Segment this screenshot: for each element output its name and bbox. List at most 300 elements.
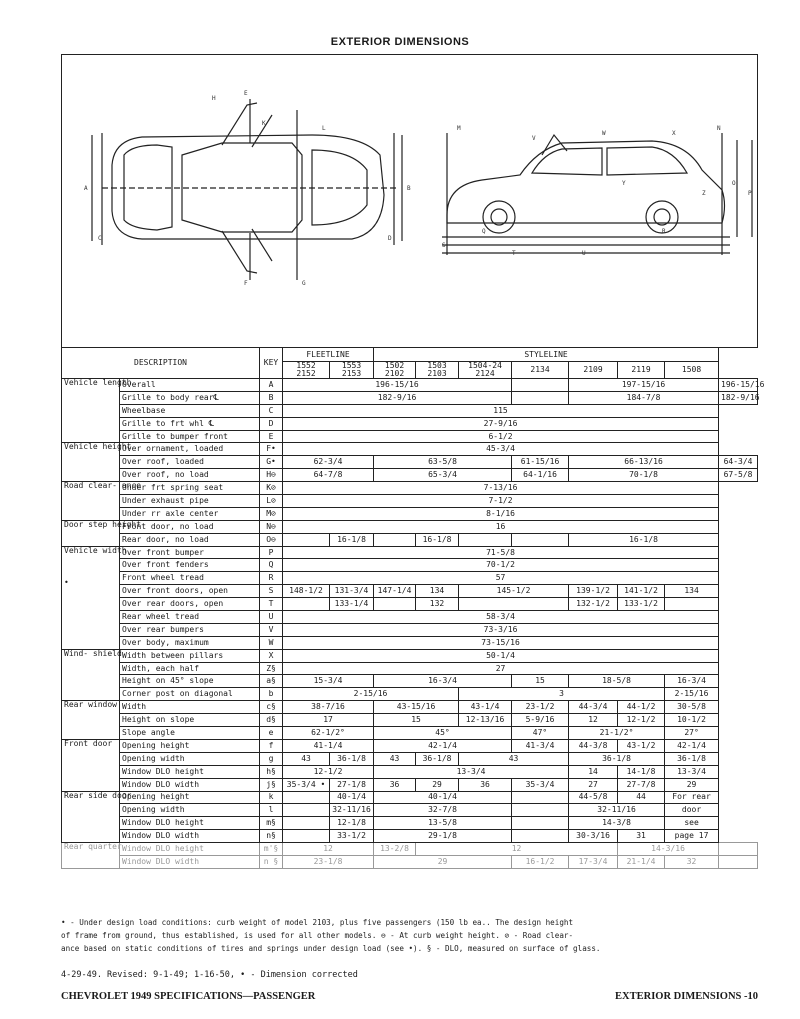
- row-key: g: [260, 752, 283, 765]
- cell-value: [283, 533, 330, 546]
- row-desc: Front door, no load: [120, 520, 260, 533]
- cell-value: 2-15/16: [665, 688, 719, 701]
- row-key: O⊖: [260, 533, 283, 546]
- row-desc: Window DLO height: [120, 817, 260, 830]
- dimension-letter: S: [442, 242, 446, 249]
- group-label: Vehicle height: [62, 443, 120, 482]
- top-view-drawing: [92, 99, 402, 280]
- cell-value: 45-3/4: [283, 443, 719, 456]
- row-key: B: [260, 391, 283, 404]
- row-desc: Over roof, loaded: [120, 456, 260, 469]
- row-key: R: [260, 572, 283, 585]
- cell-value: 134: [416, 585, 459, 598]
- group-label: Wind- shield: [62, 649, 120, 701]
- table-row: [62, 430, 758, 443]
- row-key: m'§: [260, 843, 283, 856]
- cell-value: 139-1/2: [569, 585, 618, 598]
- cell-value: 15: [512, 675, 569, 688]
- dimension-letter: N: [717, 125, 721, 132]
- row-desc: Window DLO width: [120, 778, 260, 791]
- row-key: V: [260, 623, 283, 636]
- cell-value: 23-1/8: [283, 855, 374, 868]
- row-desc: Opening height: [120, 791, 260, 804]
- row-desc: Under rr axle center: [120, 507, 260, 520]
- row-key: Q: [260, 559, 283, 572]
- table-row: [62, 391, 758, 404]
- row-key: D: [260, 417, 283, 430]
- table-row: [62, 804, 758, 817]
- cell-value: For rear: [665, 791, 719, 804]
- cell-value: 115: [283, 404, 719, 417]
- cell-value: 36: [459, 778, 512, 791]
- cell-value: [283, 830, 330, 843]
- cell-value: 13-5/8: [374, 817, 512, 830]
- row-key: k: [260, 791, 283, 804]
- cell-value: see: [665, 817, 719, 830]
- table-row: [62, 546, 758, 559]
- cell-value: 35-3/4: [512, 778, 569, 791]
- table-row: [62, 727, 758, 740]
- cell-value: 42-1/4: [374, 739, 512, 752]
- cell-value: 12: [569, 714, 618, 727]
- cell-value: [512, 830, 569, 843]
- cell-value: 196-15/16: [719, 379, 758, 392]
- cell-value: 27: [283, 662, 719, 675]
- row-key: H⊖: [260, 469, 283, 482]
- row-key: n §: [260, 855, 283, 868]
- row-key: c§: [260, 701, 283, 714]
- table-row: [62, 739, 758, 752]
- dimension-letter: L: [322, 125, 326, 132]
- dimension-letter: G: [302, 280, 306, 287]
- cell-value: 132-1/2: [569, 598, 618, 611]
- table-row: [62, 855, 758, 868]
- footnotes: [61, 916, 761, 955]
- cell-value: [512, 817, 569, 830]
- cell-value: 44-3/8: [569, 739, 618, 752]
- row-desc: Overall: [120, 379, 260, 392]
- footer-right: EXTERIOR DIMENSIONS -10: [615, 991, 758, 1002]
- cell-value: 70-1/8: [569, 469, 719, 482]
- row-key: f: [260, 739, 283, 752]
- row-key: W: [260, 636, 283, 649]
- cell-value: 12-1/2: [283, 765, 374, 778]
- row-desc: Over rear doors, open: [120, 598, 260, 611]
- row-desc: Over ornament, loaded: [120, 443, 260, 456]
- cell-value: [512, 791, 569, 804]
- cell-value: 32-11/16: [569, 804, 665, 817]
- cell-value: 148-1/2: [283, 585, 330, 598]
- row-desc: Height on slope: [120, 714, 260, 727]
- row-key: b: [260, 688, 283, 701]
- row-key: n§: [260, 830, 283, 843]
- group-label: Vehicle width •: [62, 546, 120, 649]
- table-row: [62, 379, 758, 392]
- group-label: Road clear- ance: [62, 482, 120, 521]
- cell-value: 47°: [512, 727, 569, 740]
- cell-value: [719, 843, 758, 856]
- table-row: [62, 520, 758, 533]
- cell-value: 61-15/16: [512, 456, 569, 469]
- row-key: T: [260, 598, 283, 611]
- row-desc: Width: [120, 701, 260, 714]
- table-row: [62, 417, 758, 430]
- row-key: m§: [260, 817, 283, 830]
- cell-value: 27°: [665, 727, 719, 740]
- row-desc: Window DLO height: [120, 765, 260, 778]
- header-fleetline: FLEETLINE: [283, 348, 374, 362]
- row-desc: Opening width: [120, 804, 260, 817]
- row-key: e: [260, 727, 283, 740]
- cell-value: 12-1/8: [330, 817, 374, 830]
- cell-value: 197-15/16: [569, 379, 719, 392]
- cell-value: 132: [416, 598, 459, 611]
- model-header: 1552 2152: [283, 362, 330, 379]
- cell-value: 43: [374, 752, 416, 765]
- cell-value: 27: [569, 778, 618, 791]
- cell-value: 63-5/8: [374, 456, 512, 469]
- cell-value: 12: [283, 843, 374, 856]
- model-header: 1508: [665, 362, 719, 379]
- revision-note: 4-29-49. Revised: 9-1-49; 1-16-50, • - Dimension corrected: [61, 970, 358, 980]
- table-row: [62, 482, 758, 495]
- cell-value: 73-15/16: [283, 636, 719, 649]
- table-row: [62, 572, 758, 585]
- row-desc: Over front doors, open: [120, 585, 260, 598]
- cell-value: 16-1/2: [512, 855, 569, 868]
- table-row: [62, 817, 758, 830]
- table-row: [62, 701, 758, 714]
- table-row: [62, 469, 758, 482]
- dimension-letter: Y: [622, 180, 626, 187]
- cell-value: door: [665, 804, 719, 817]
- cell-value: 41-1/4: [283, 739, 374, 752]
- cell-value: [459, 598, 569, 611]
- cell-value: 15: [374, 714, 459, 727]
- table-row: [62, 598, 758, 611]
- cell-value: [283, 598, 330, 611]
- dimension-letter: C: [98, 235, 102, 242]
- header-description: DESCRIPTION: [62, 348, 260, 379]
- dimension-letter: W: [602, 130, 606, 137]
- row-desc: Corner post on diagonal: [120, 688, 260, 701]
- cell-value: 5-9/16: [512, 714, 569, 727]
- table-row: [62, 611, 758, 624]
- table-row: [62, 675, 758, 688]
- table-row: [62, 495, 758, 508]
- cell-value: 41-3/4: [512, 739, 569, 752]
- table-row: [62, 585, 758, 598]
- cell-value: 12: [416, 843, 618, 856]
- dimension-letter: R: [662, 228, 666, 235]
- cell-value: 32: [665, 855, 719, 868]
- cell-value: 62-3/4: [283, 456, 374, 469]
- table-row: [62, 791, 758, 804]
- row-key: M⊘: [260, 507, 283, 520]
- footnote-line: of frame from ground, thus established, is used for all other models. ⊖ - At curb weight height. ⊘ - Road clear-: [61, 931, 574, 940]
- footnote-line: • - Under design load conditions: curb weight of model 2103, plus five passengers (150 lb ea.. The design height: [61, 918, 574, 927]
- cell-value: [512, 804, 569, 817]
- cell-value: 44: [618, 791, 665, 804]
- row-desc: Grille to bumper front: [120, 430, 260, 443]
- cell-value: 44-1/2: [618, 701, 665, 714]
- table-row: [62, 559, 758, 572]
- table-row: [62, 404, 758, 417]
- table-row: [62, 507, 758, 520]
- dimension-letter: Q: [482, 228, 486, 235]
- table-row: [62, 778, 758, 791]
- cell-value: 64-3/4: [719, 456, 758, 469]
- cell-value: 27-7/8: [618, 778, 665, 791]
- cell-value: 35-3/4 •: [283, 778, 330, 791]
- cell-value: 31: [618, 830, 665, 843]
- cell-value: 65-3/4: [374, 469, 512, 482]
- car-dimension-figure: [62, 55, 756, 346]
- dimension-letter: M: [457, 125, 461, 132]
- footer-left: CHEVROLET 1949 SPECIFICATIONS—PASSENGER: [61, 991, 316, 1002]
- table-row: [62, 752, 758, 765]
- cell-value: 14-1/8: [618, 765, 665, 778]
- cell-value: 8-1/16: [283, 507, 719, 520]
- cell-value: 67-5/8: [719, 469, 758, 482]
- cell-value: 66-13/16: [569, 456, 719, 469]
- cell-value: 14: [569, 765, 618, 778]
- row-desc: Over front fenders: [120, 559, 260, 572]
- cell-value: [512, 379, 569, 392]
- model-header: 1504-24 2124: [459, 362, 512, 379]
- model-header: 2109: [569, 362, 618, 379]
- cell-value: [719, 855, 758, 868]
- row-desc: Over body, maximum: [120, 636, 260, 649]
- cell-value: 147-1/4: [374, 585, 416, 598]
- row-key: P: [260, 546, 283, 559]
- row-desc: Over front bumper: [120, 546, 260, 559]
- cell-value: 71-5/8: [283, 546, 719, 559]
- row-desc: Grille to body rear℄: [120, 391, 260, 404]
- model-header: 2119: [618, 362, 665, 379]
- row-desc: Width between pillars: [120, 649, 260, 662]
- cell-value: 36-1/8: [569, 752, 665, 765]
- dimension-letter: E: [244, 90, 248, 97]
- cell-value: 17: [283, 714, 374, 727]
- table-row: [62, 649, 758, 662]
- cell-value: 58-3/4: [283, 611, 719, 624]
- header-row-1: [62, 348, 758, 362]
- row-desc: Width, each half: [120, 662, 260, 675]
- cell-value: 70-1/2: [283, 559, 719, 572]
- cell-value: 16-1/8: [330, 533, 374, 546]
- cell-value: 40-1/4: [330, 791, 374, 804]
- cell-value: 131-3/4: [330, 585, 374, 598]
- group-label: Front door: [62, 739, 120, 791]
- cell-value: 7-1/2: [283, 495, 719, 508]
- cell-value: 16-1/8: [416, 533, 459, 546]
- cell-value: 43: [283, 752, 330, 765]
- cell-value: 21-1/4: [618, 855, 665, 868]
- cell-value: 27-1/8: [330, 778, 374, 791]
- cell-value: 36: [374, 778, 416, 791]
- cell-value: 17-3/4: [569, 855, 618, 868]
- cell-value: 134: [665, 585, 719, 598]
- dimensions-table: [61, 347, 765, 869]
- cell-value: 16-1/8: [569, 533, 719, 546]
- group-label: Rear quarter: [62, 843, 120, 869]
- cell-value: 43-15/16: [374, 701, 459, 714]
- cell-value: 33-1/2: [330, 830, 374, 843]
- row-key: j§: [260, 778, 283, 791]
- footnote-line: ance based on static conditions of tires and springs under design load (see •). § - DLO, measured on surface of glass.: [61, 944, 601, 953]
- cell-value: 29-1/8: [374, 830, 512, 843]
- row-desc: Under exhaust pipe: [120, 495, 260, 508]
- table-row: [62, 765, 758, 778]
- cell-value: 36-1/8: [416, 752, 459, 765]
- cell-value: 196-15/16: [283, 379, 512, 392]
- cell-value: 44-5/8: [569, 791, 618, 804]
- cell-value: [374, 533, 416, 546]
- row-key: L⊘: [260, 495, 283, 508]
- cell-value: 133-1/2: [618, 598, 665, 611]
- cell-value: 29: [665, 778, 719, 791]
- row-key: l: [260, 804, 283, 817]
- model-header: 1503 2103: [416, 362, 459, 379]
- cell-value: [283, 791, 330, 804]
- row-desc: Window DLO height: [120, 843, 260, 856]
- row-key: h§: [260, 765, 283, 778]
- header-styleline: STYLELINE: [374, 348, 719, 362]
- cell-value: 36-1/8: [665, 752, 719, 765]
- cell-value: 43-1/2: [618, 739, 665, 752]
- cell-value: 18-5/8: [569, 675, 665, 688]
- cell-value: 30-5/8: [665, 701, 719, 714]
- row-desc: Wheelbase: [120, 404, 260, 417]
- row-desc: Height on 45° slope: [120, 675, 260, 688]
- dimension-letter: P: [748, 190, 752, 197]
- group-label: Rear side door: [62, 791, 120, 843]
- table-row: [62, 623, 758, 636]
- cell-value: 13-2/8: [374, 843, 416, 856]
- table-row: [62, 830, 758, 843]
- row-desc: Opening width: [120, 752, 260, 765]
- dimension-letter: V: [532, 135, 536, 142]
- table-row: [62, 843, 758, 856]
- group-label: Door step height: [62, 520, 120, 546]
- cell-value: 64-1/16: [512, 469, 569, 482]
- table-row: [62, 714, 758, 727]
- page-title: EXTERIOR DIMENSIONS: [330, 36, 470, 48]
- dimension-letter: B: [407, 185, 411, 192]
- cell-value: 21-1/2°: [569, 727, 665, 740]
- cell-value: 36-1/8: [330, 752, 374, 765]
- cell-value: 50-1/4: [283, 649, 719, 662]
- row-key: S: [260, 585, 283, 598]
- cell-value: 133-1/4: [330, 598, 374, 611]
- cell-value: 10-1/2: [665, 714, 719, 727]
- row-key: F•: [260, 443, 283, 456]
- cell-value: 15-3/4: [283, 675, 374, 688]
- cell-value: 62-1/2°: [283, 727, 374, 740]
- dimension-letter: H: [212, 95, 216, 102]
- table-row: [62, 662, 758, 675]
- group-label: Vehicle length: [62, 379, 120, 443]
- cell-value: 64-7/8: [283, 469, 374, 482]
- cell-value: 29: [374, 855, 512, 868]
- row-desc: Window DLO width: [120, 855, 260, 868]
- group-label: Rear window: [62, 701, 120, 740]
- row-key: X: [260, 649, 283, 662]
- row-desc: Window DLO width: [120, 830, 260, 843]
- row-key: N⊖: [260, 520, 283, 533]
- row-key: a§: [260, 675, 283, 688]
- row-key: C: [260, 404, 283, 417]
- cell-value: 16-3/4: [665, 675, 719, 688]
- cell-value: 141-1/2: [618, 585, 665, 598]
- row-desc: Over rear bumpers: [120, 623, 260, 636]
- row-key: U: [260, 611, 283, 624]
- dimension-letter: K: [262, 120, 266, 127]
- dimension-letter: X: [672, 130, 676, 137]
- cell-value: [512, 391, 569, 404]
- cell-value: 38-7/16: [283, 701, 374, 714]
- cell-value: 30-3/16: [569, 830, 618, 843]
- cell-value: 44-3/4: [569, 701, 618, 714]
- row-key: Z§: [260, 662, 283, 675]
- row-key: E: [260, 430, 283, 443]
- cell-value: 2-15/16: [283, 688, 459, 701]
- cell-value: 42-1/4: [665, 739, 719, 752]
- cell-value: 12-1/2: [618, 714, 665, 727]
- cell-value: 13-3/4: [665, 765, 719, 778]
- dimension-letter: D: [388, 235, 392, 242]
- cell-value: 43: [459, 752, 569, 765]
- row-desc: Slope angle: [120, 727, 260, 740]
- row-key: A: [260, 379, 283, 392]
- cell-value: 29: [416, 778, 459, 791]
- dimension-letter: T: [512, 250, 516, 257]
- cell-value: 184-7/8: [569, 391, 719, 404]
- cell-value: 182-9/16: [719, 391, 758, 404]
- table-row: [62, 443, 758, 456]
- cell-value: 73-3/16: [283, 623, 719, 636]
- cell-value: 32-7/8: [374, 804, 512, 817]
- dimension-letter: O: [732, 180, 736, 187]
- row-desc: Rear wheel tread: [120, 611, 260, 624]
- cell-value: 27-9/16: [283, 417, 719, 430]
- cell-value: 43-1/4: [459, 701, 512, 714]
- table-row: [62, 533, 758, 546]
- dimension-letter: U: [582, 250, 586, 257]
- cell-value: 23-1/2: [512, 701, 569, 714]
- cell-value: [665, 598, 719, 611]
- cell-value: [459, 533, 512, 546]
- row-desc: Opening height: [120, 739, 260, 752]
- model-header: 1502 2102: [374, 362, 416, 379]
- row-desc: Under frt spring seat: [120, 482, 260, 495]
- model-header: 2134: [512, 362, 569, 379]
- dimension-letter: Z: [702, 190, 706, 197]
- cell-value: 14-3/8: [569, 817, 665, 830]
- cell-value: 145-1/2: [459, 585, 569, 598]
- row-key: K⊘: [260, 482, 283, 495]
- figure-frame: [61, 54, 758, 348]
- row-desc: Grille to frt whl ℄: [120, 417, 260, 430]
- table-row: [62, 688, 758, 701]
- cell-value: [374, 598, 416, 611]
- cell-value: 13-3/4: [374, 765, 569, 778]
- row-desc: Rear door, no load: [120, 533, 260, 546]
- cell-value: 3: [459, 688, 665, 701]
- cell-value: 7-13/16: [283, 482, 719, 495]
- cell-value: page 17: [665, 830, 719, 843]
